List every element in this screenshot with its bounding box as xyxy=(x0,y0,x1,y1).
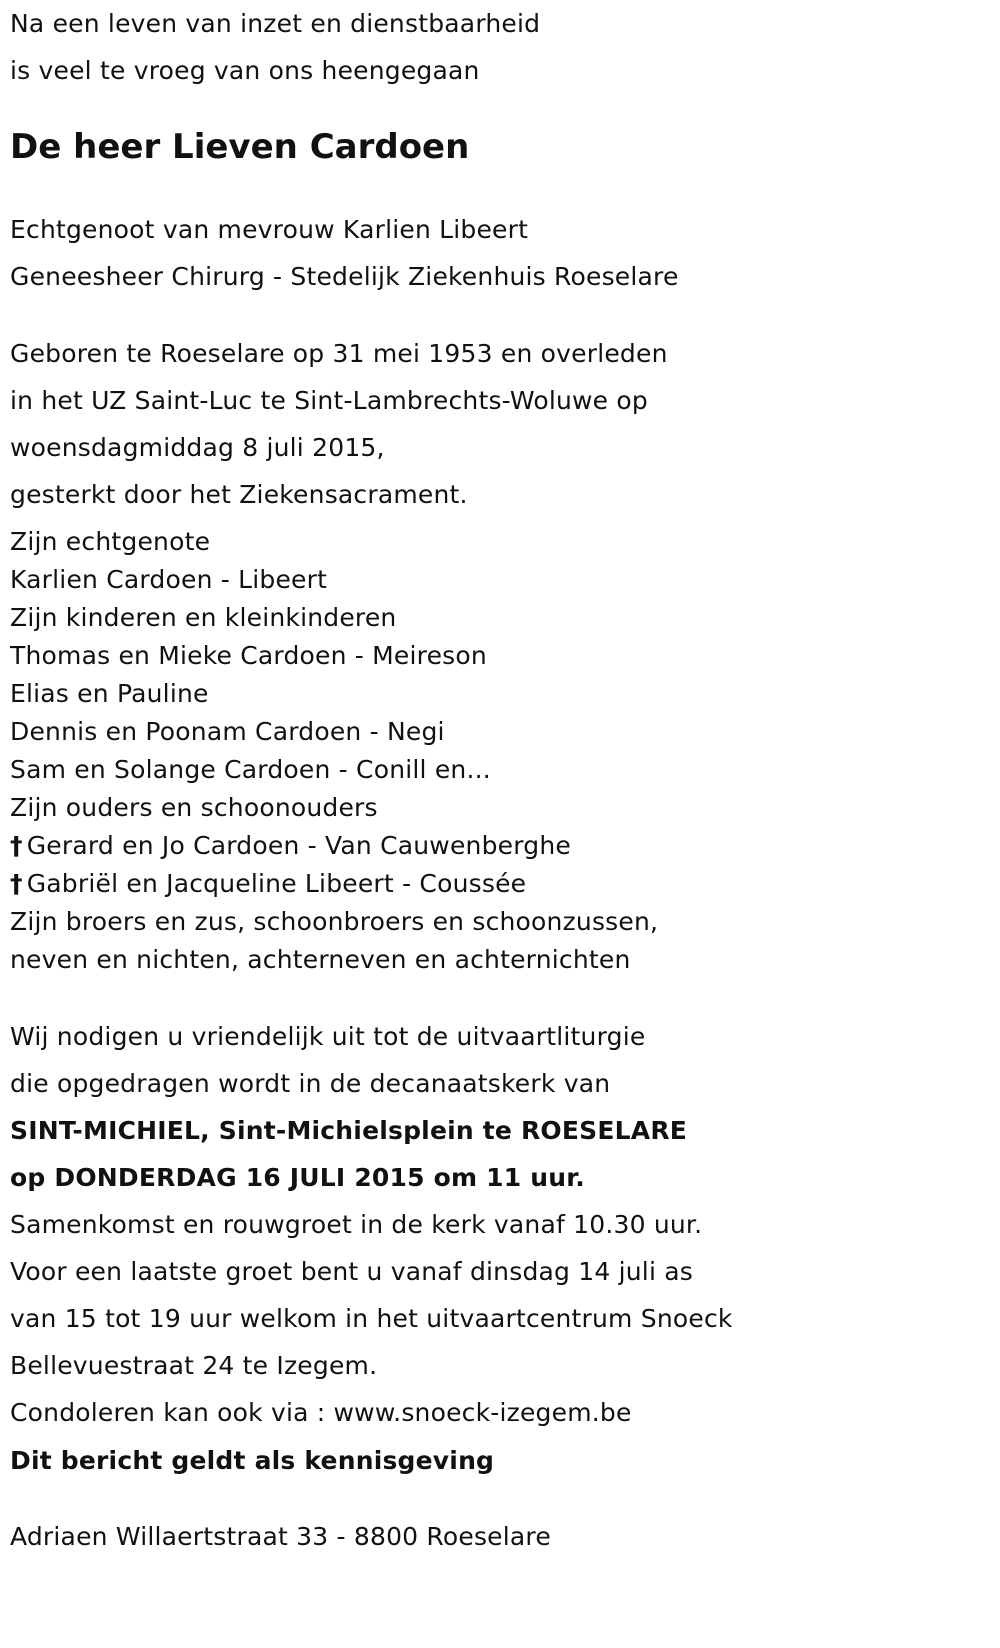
family-line-5: Elias en Pauline xyxy=(10,679,209,708)
notice-text: Dit bericht geldt als kennisgeving xyxy=(10,1446,495,1475)
ceremony-datetime: op DONDERDAG 16 JULI 2015 om 11 uur. xyxy=(10,1163,585,1192)
family-line-4: Thomas en Mieke Cardoen - Meireson xyxy=(10,641,487,670)
biography-line-1: Geboren te Roeselare op 31 mei 1953 en overleden xyxy=(10,339,668,368)
family-line-1: Zijn echtgenote xyxy=(10,527,211,556)
biography-line-2: in het UZ Saint-Luc te Sint-Lambrechts-Woluwe op xyxy=(10,386,648,415)
details-line-4: Bellevuestraat 24 te Izegem. xyxy=(10,1351,378,1380)
family-line-3: Zijn kinderen en kleinkinderen xyxy=(10,603,397,632)
role-line-1: Echtgenoot van mevrouw Karlien Libeert xyxy=(10,215,529,244)
biography-line-4: gesterkt door het Ziekensacrament. xyxy=(10,480,468,509)
details-line-3: van 15 tot 19 uur welkom in het uitvaartcentrum Snoeck xyxy=(10,1304,733,1333)
deceased-parent-name-2: Gabriël en Jacqueline Libeert - Coussée xyxy=(26,869,527,898)
deceased-parent-line-2 xyxy=(10,868,526,900)
cross-icon: † xyxy=(10,831,23,860)
family-line-2: Karlien Cardoen - Libeert xyxy=(10,565,328,594)
page-title: De heer Lieven Cardoen xyxy=(10,127,470,167)
ceremony-location: SINT-MICHIEL, Sint-Michielsplein te ROESELARE xyxy=(10,1116,688,1145)
invitation-line-1: Wij nodigen u vriendelijk uit tot de uitvaartliturgie xyxy=(10,1022,646,1051)
details-line-2: Voor een laatste groet bent u vanaf dinsdag 14 juli as xyxy=(10,1257,693,1286)
intro-line-1: Na een leven van inzet en dienstbaarheid xyxy=(10,9,541,38)
biography-line-3: woensdagmiddag 8 juli 2015, xyxy=(10,433,385,462)
family-line-7: Sam en Solange Cardoen - Conill en... xyxy=(10,755,491,784)
details-line-5: Condoleren kan ook via : www.snoeck-izegem.be xyxy=(10,1398,632,1427)
family-line-8: Zijn ouders en schoonouders xyxy=(10,793,378,822)
invitation-line-2: die opgedragen wordt in de decanaatskerk van xyxy=(10,1069,611,1098)
deceased-parent-name-1: Gerard en Jo Cardoen - Van Cauwenberghe xyxy=(26,831,571,860)
cross-icon: † xyxy=(10,869,23,898)
details-line-1: Samenkomst en rouwgroet in de kerk vanaf 10.30 uur. xyxy=(10,1210,703,1239)
extended-family-line-1: Zijn broers en zus, schoonbroers en schoonzussen, xyxy=(10,907,659,936)
address-text: Adriaen Willaertstraat 33 - 8800 Roeselare xyxy=(10,1522,551,1551)
role-line-2: Geneesheer Chirurg - Stedelijk Ziekenhuis Roeselare xyxy=(10,262,679,291)
intro-line-2: is veel te vroeg van ons heengegaan xyxy=(10,56,480,85)
family-line-6: Dennis en Poonam Cardoen - Negi xyxy=(10,717,445,746)
extended-family-line-2: neven en nichten, achterneven en achternichten xyxy=(10,945,631,974)
deceased-parent-line-1 xyxy=(10,830,571,862)
